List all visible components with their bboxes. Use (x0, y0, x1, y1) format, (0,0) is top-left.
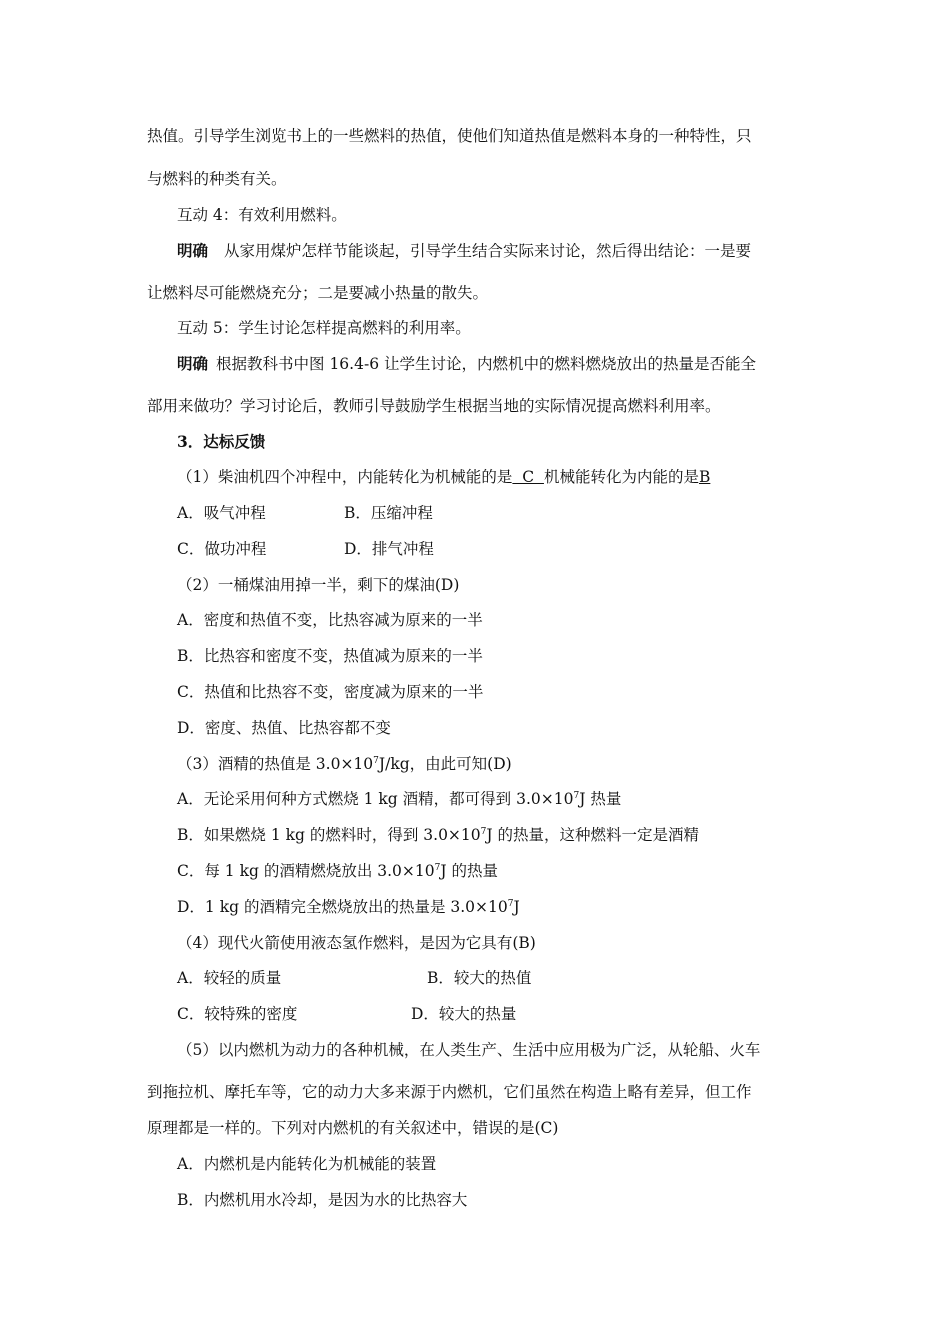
question-1-stem (177, 467, 710, 487)
interaction-5-heading: 互动 5：学生讨论怎样提高燃料的利用率。 (177, 319, 471, 337)
option-d (177, 897, 520, 917)
question-5-stem: （5）以内燃机为动力的各种机械，在人类生产、生活中应用极为广泛，从轮船、火车 (177, 1041, 761, 1059)
option-c: C．较特殊的密度 (177, 1005, 298, 1023)
option-text: C．每 1 kg 的酒精燃烧放出 3.0×10 (177, 862, 435, 880)
section-heading: 3．达标反馈 (177, 432, 266, 451)
option-a: A．吸气冲程 (177, 504, 266, 522)
option-a: A．密度和热值不变，比热容减为原来的一半 (177, 611, 483, 629)
option-b: B．较大的热值 (427, 969, 532, 987)
option-text: J 热量 (579, 790, 622, 808)
clarify-paragraph-2 (177, 354, 756, 374)
option-b (177, 825, 699, 845)
question-text: （1）柴油机四个冲程中，内能转化为机械能的是 (177, 468, 513, 486)
clarify-text: 从家用煤炉怎样节能谈起，引导学生结合实际来讨论，然后得出结论：一是要 (224, 242, 752, 260)
option-b: B．压缩冲程 (344, 504, 433, 522)
option-text: B．如果燃烧 1 kg 的燃料时，得到 3.0×10 (177, 826, 481, 844)
option-d: D．密度、热值、比热容都不变 (177, 719, 391, 737)
question-2-stem: （2）一桶煤油用掉一半，剩下的煤油(D) (177, 576, 460, 594)
clarify-label: 明确 (177, 241, 209, 260)
exponent: 7 (573, 791, 580, 801)
question-4-stem: （4）现代火箭使用液态氢作燃料，是因为它具有(B) (177, 934, 536, 952)
exponent: 7 (373, 756, 379, 766)
option-text: J (513, 898, 520, 916)
question-text: 机械能转化为内能的是 (543, 468, 699, 486)
clarify-label: 明确 (177, 354, 209, 373)
paragraph-line: 热值。引导学生浏览书上的一些燃料的热值，使他们知道热值是燃料本身的一种特性，只 (147, 127, 752, 145)
clarify-text: 根据教科书中图 16.4-6 让学生讨论，内燃机中的燃料燃烧放出的热量是否能全 (216, 355, 756, 373)
question-3-stem (177, 754, 512, 774)
option-a: A．较轻的质量 (177, 969, 282, 987)
exponent: 7 (434, 863, 441, 873)
option-text: J 的热量 (440, 862, 498, 880)
interaction-4-heading: 互动 4：有效利用燃料。 (177, 206, 347, 224)
option-c: C．热值和比热容不变，密度减为原来的一半 (177, 683, 484, 701)
option-d: D．较大的热量 (411, 1005, 517, 1023)
option-b: B．内燃机用水冷却，是因为水的比热容大 (177, 1191, 468, 1209)
exponent: 7 (480, 827, 487, 837)
option-c (177, 861, 498, 881)
answer-blank: B (698, 468, 711, 486)
paragraph-line: 到拖拉机、摩托车等，它的动力大多来源于内燃机，它们虽然在构造上略有差异，但工作 (147, 1083, 752, 1101)
option-d: D．排气冲程 (344, 540, 434, 558)
question-text: （3）酒精的热值是 3.0×10 (177, 755, 374, 773)
paragraph-line: 与燃料的种类有关。 (147, 170, 287, 188)
option-b: B．比热容和密度不变，热值减为原来的一半 (177, 647, 483, 665)
exponent: 7 (507, 899, 514, 909)
answer-blank: C (512, 468, 544, 486)
option-a: A．内燃机是内能转化为机械能的装置 (177, 1155, 437, 1173)
option-text: D．1 kg 的酒精完全燃烧放出的热量是 3.0×10 (177, 898, 508, 916)
option-c: C．做功冲程 (177, 540, 267, 558)
option-text: A．无论采用何种方式燃烧 1 kg 酒精，都可得到 3.0×10 (177, 790, 574, 808)
paragraph-line: 部用来做功？学习讨论后，教师引导鼓励学生根据当地的实际情况提高燃料利用率。 (147, 397, 721, 415)
clarify-paragraph-1 (177, 241, 751, 261)
option-text: J 的热量，这种燃料一定是酒精 (486, 826, 700, 844)
question-text: J/kg，由此可知(D) (378, 755, 512, 773)
paragraph-line: 原理都是一样的。下列对内燃机的有关叙述中，错误的是(C) (147, 1119, 559, 1137)
paragraph-line: 让燃料尽可能燃烧充分；二是要减小热量的散失。 (147, 284, 489, 302)
option-a (177, 789, 621, 809)
